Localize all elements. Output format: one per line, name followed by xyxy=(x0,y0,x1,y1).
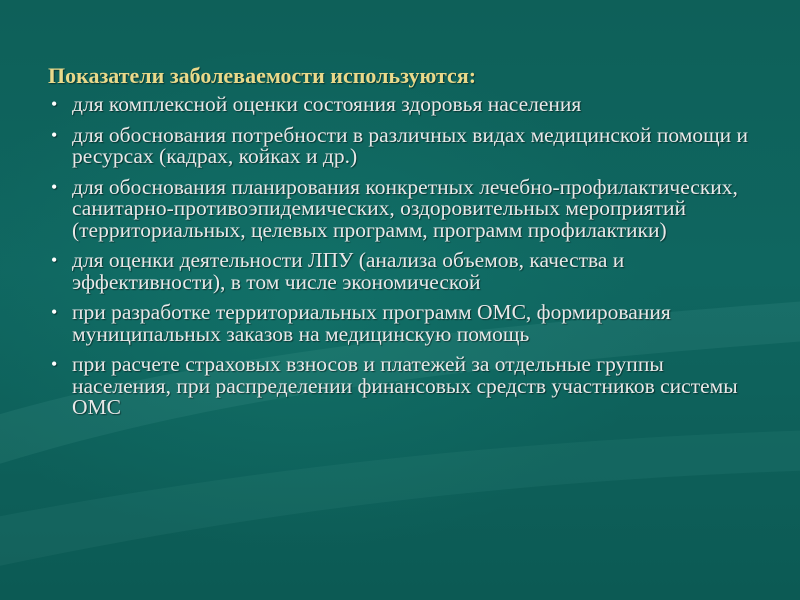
slide-content xyxy=(48,64,768,428)
bullet-icon: • xyxy=(51,354,58,374)
bullet-text: для оценки деятельности ЛПУ (анализа объемов, качества и эффективности), в том числе экономической xyxy=(72,248,625,294)
bullet-item xyxy=(48,94,768,116)
bullet-item xyxy=(48,302,768,345)
bullet-icon: • xyxy=(51,176,58,197)
bullet-icon: • xyxy=(51,124,58,145)
bullet-item xyxy=(48,354,768,419)
bullet-item xyxy=(48,122,768,168)
bullet-item xyxy=(48,174,768,242)
bullet-text: для комплексной оценки состояния здоровья населения xyxy=(72,92,582,116)
bullet-list xyxy=(48,94,768,419)
bullet-icon: • xyxy=(51,302,58,322)
bullet-text: для обоснования потребности в различных видах медицинской помощи и ресурсах (кадрах, койках и др.) xyxy=(72,122,749,168)
bullet-item xyxy=(48,250,768,293)
bullet-icon: • xyxy=(51,250,58,270)
bullet-text: для обоснования планирования конкретных лечебно-профилактических, санитарно-противоэпидемических, оздоровительных мероприятий (территориальных, целевых программ, программ профилактики) xyxy=(72,174,738,242)
bullet-text: при разработке территориальных программ ОМС, формирования муниципальных заказов на медицинскую помощь xyxy=(72,300,671,346)
slide-heading: Показатели заболеваемости используются: xyxy=(48,63,477,88)
bullet-text: при расчете страховых взносов и платежей за отдельные группы населения, при распределении финансовых средств участников системы ОМС xyxy=(72,352,738,419)
bullet-icon: • xyxy=(51,94,58,114)
